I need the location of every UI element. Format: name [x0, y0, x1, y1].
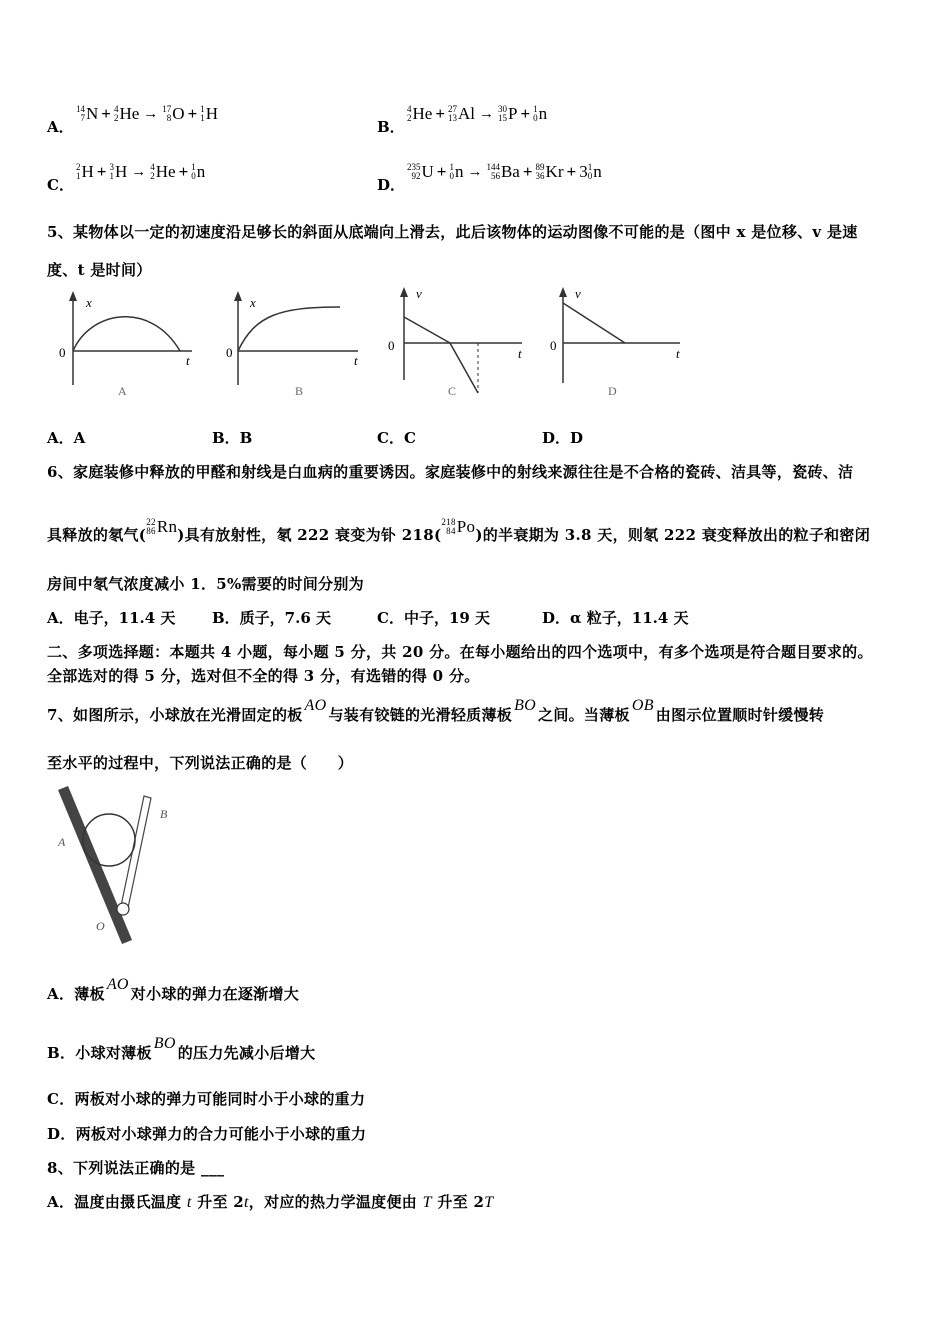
q5-graph-c-origin: 0	[388, 338, 395, 353]
q4-option-b[interactable]	[377, 116, 405, 137]
q8-option-a[interactable]: A．温度由摄氏温度 t 升至 2t，对应的热力学温度便由 T 升至 2T	[47, 1193, 494, 1211]
q5-graph-c	[388, 286, 522, 398]
q4-option-d-equation: 235 92 U + 1 0 n → 144 56 Ba + 89 36 Kr + 3 1 0 n	[407, 162, 602, 181]
q5-option-d[interactable]: D．D	[542, 429, 584, 447]
q5-stem-line2: 度、t 是时间）	[47, 261, 152, 279]
section2-heading-line1: 二、多项选择题：本题共 4 小题，每小题 5 分，共 20 分。在每小题给出的四个选项中，有多个选项是符合题目要求的。	[47, 643, 873, 661]
q5-graph-c-xlabel: t	[518, 346, 522, 361]
q6-line2-part2: )具有放射性，氡 222 衰变为钋 218(	[177, 526, 442, 544]
q5-graph-d-ylabel: v	[575, 286, 581, 301]
q5-graph-a-ylabel: x	[86, 295, 92, 310]
q4-option-a[interactable]	[47, 116, 74, 137]
q5-graph-a	[59, 291, 192, 398]
q6-option-a[interactable]: A．电子，11.4 天	[47, 609, 176, 627]
q5-graph-a-xlabel: t	[186, 353, 190, 368]
q5-graph-b-xlabel: t	[354, 353, 358, 368]
q5-graph-b-origin: 0	[226, 345, 233, 360]
q7-fig-label-o: O	[96, 919, 105, 933]
q7-ao-symbol: AO	[304, 697, 327, 714]
q5-graph-b-caption: B	[295, 384, 304, 398]
q5-option-a[interactable]: A．A	[47, 429, 86, 447]
q6-line2-part3: )的半衰期为 3.8 天，则氡 222 衰变释放出的粒子和密闭	[475, 526, 871, 544]
q4-option-d[interactable]	[377, 174, 405, 195]
q5-graph-a-origin: 0	[59, 345, 66, 360]
q7-option-a[interactable]: A．薄板AO对小球的弹力在逐渐增大	[47, 976, 300, 1003]
q5-graph-a-caption: A	[118, 384, 127, 398]
q5-graph-b	[226, 291, 358, 398]
q4-option-d-label: D．	[377, 176, 406, 194]
q6-stem-line2	[47, 517, 871, 545]
q4-option-c[interactable]	[47, 174, 74, 195]
q7-stem-line1: 7、如图所示，小球放在光滑固定的板AO与装有铰链的光滑轻质薄板BO之间。当薄板OB由图示位置顺时针缓慢转	[47, 697, 825, 724]
q7-option-d[interactable]: D．两板对小球弹力的合力可能小于小球的重力	[47, 1125, 367, 1143]
q5-graph-c-caption: C	[448, 384, 457, 398]
q7-board-bo	[121, 796, 151, 908]
q4-option-b-equation: 4 2 He + 27 13 Al → 30 15 P + 1 0 n	[407, 104, 548, 123]
q6-option-b[interactable]: B．质子，7.6 天	[212, 609, 331, 627]
q7-option-b[interactable]: B．小球对薄板BO的压力先减小后增大	[47, 1035, 316, 1062]
q5-graphs	[40, 285, 700, 410]
q6-option-d[interactable]: D．α 粒子，11.4 天	[542, 609, 689, 627]
q6-polonium-symbol: 218 84 Po	[441, 517, 476, 536]
q5-stem-line1: 5、某物体以一定的初速度沿足够长的斜面从底端向上滑去，此后该物体的运动图像不可能的是（图中 x 是位移、v 是速	[47, 223, 858, 241]
q4-option-c-label: C．	[47, 176, 74, 194]
q6-stem-line1: 6、家庭装修中释放的甲醛和射线是白血病的重要诱因。家庭装修中的射线来源往往是不合格的瓷砖、洁具等，瓷砖、洁	[47, 463, 854, 481]
q4-option-a-label: A．	[47, 118, 74, 136]
q6-stem-line3: 房间中氡气浓度减小 1．5%需要的时间分别为	[47, 575, 364, 593]
q4-option-b-label: B．	[377, 118, 405, 136]
q6-line2-part1: 具释放的氡气(	[47, 526, 147, 544]
q7-hinge	[117, 903, 129, 915]
q5-graph-d	[550, 286, 680, 398]
q4-option-c-equation: 2 1 H + 3 1 H → 4 2 He + 1 0 n	[76, 162, 206, 181]
q5-graph-d-caption: D	[608, 384, 617, 398]
q7-option-c[interactable]: C．两板对小球的弹力可能同时小于小球的重力	[47, 1090, 366, 1108]
q5-graph-b-ylabel: x	[250, 295, 256, 310]
q5-option-b[interactable]: B．B	[212, 429, 253, 447]
q7-bo-symbol: BO	[514, 697, 537, 714]
section2-heading-line2: 全部选对的得 5 分，选对但不全的得 3 分，有选错的得 0 分。	[47, 667, 480, 685]
q5-graph-d-xlabel: t	[676, 346, 680, 361]
q5-graph-c-ylabel: v	[416, 286, 422, 301]
q7-stem-line2: 至水平的过程中，下列说法正确的是（ ）	[47, 754, 354, 772]
q7-figure	[50, 782, 190, 952]
q6-radon-symbol: 22 86 Rn	[146, 517, 178, 536]
q7-fig-label-a: A	[58, 835, 66, 849]
q8-stem: 8、下列说法正确的是 ___	[47, 1159, 225, 1177]
q5-option-c[interactable]: C．C	[377, 429, 416, 447]
q7-fig-label-b: B	[160, 807, 168, 821]
q7-ob-symbol: OB	[631, 697, 654, 714]
q7-ball	[83, 814, 135, 866]
q5-graph-d-origin: 0	[550, 338, 557, 353]
q6-option-c[interactable]: C．中子，19 天	[377, 609, 491, 627]
q7-option-b-symbol: BO	[153, 1035, 176, 1052]
q7-option-a-symbol: AO	[106, 976, 129, 993]
q4-option-a-equation: 14 7 N + 4 2 He → 17 8 O + 1 1 H	[76, 104, 219, 123]
q7-board-ao	[58, 786, 132, 944]
